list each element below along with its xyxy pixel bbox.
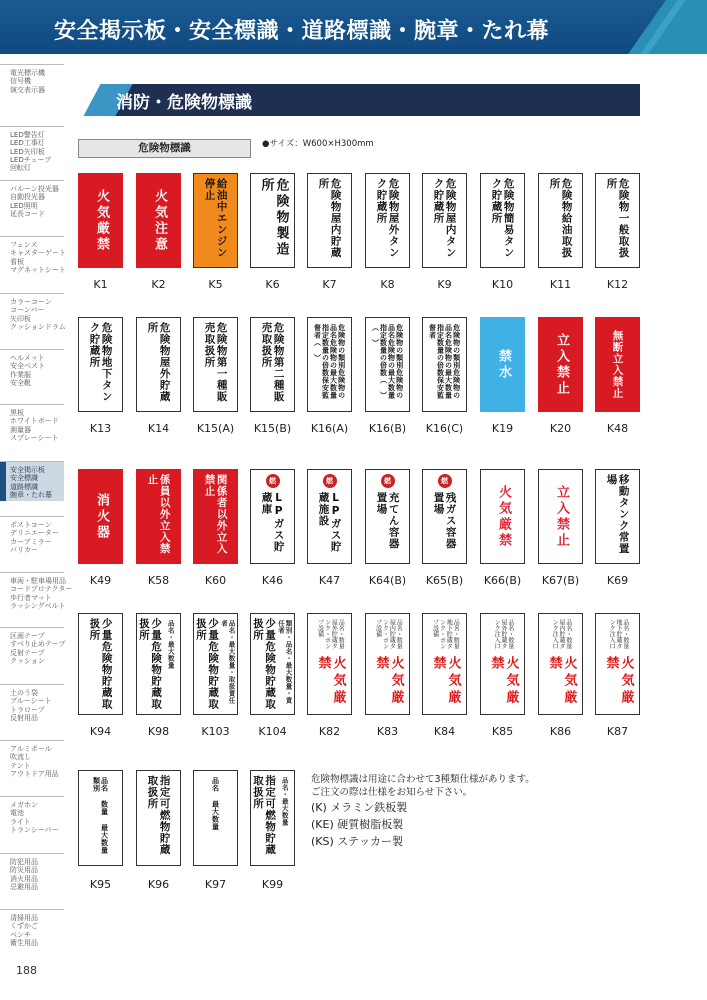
- sign-code: K15(A): [196, 422, 235, 435]
- sidebar-group[interactable]: [0, 461, 64, 501]
- sign-k16b: [365, 317, 410, 412]
- sidebar-item-label: LED照明: [10, 201, 38, 210]
- sign-k15b: [250, 317, 295, 412]
- sign-text: 指定可燃物貯蔵取扱所: [252, 775, 277, 856]
- sign-text: 危険物一般取扱所: [605, 178, 630, 259]
- sign-k99: [250, 770, 295, 866]
- sidebar-item-label: LEDチューブ: [10, 155, 52, 164]
- sign-k2: [136, 173, 181, 268]
- sign-code: K19: [491, 422, 514, 435]
- sign-text: 立入禁止: [553, 484, 569, 549]
- sidebar-item-label: ラッシングベルト: [10, 601, 66, 610]
- sidebar-item-label: 吹流し: [10, 753, 31, 762]
- sidebar-item-label: 衛生用品: [10, 938, 38, 947]
- sign-subtext: 品名・最大数量: [280, 777, 289, 826]
- sign-text: 移動タンク常置場: [605, 474, 630, 555]
- sidebar-item-label: トランシーバー: [10, 825, 59, 834]
- sidebar-group[interactable]: [0, 572, 73, 612]
- sign-k49: [78, 469, 123, 564]
- sidebar-item-label: すべり止めテープ: [10, 640, 66, 649]
- sidebar-item-label: 延長コード: [10, 209, 45, 218]
- sidebar-group[interactable]: [0, 64, 64, 104]
- sign-text: 危険物給油取扱所: [548, 178, 573, 259]
- flammable-mark-icon: 燃: [266, 474, 280, 488]
- sign-text: 危険物の類別危険物の品名危険物の最大数量指定数量の倍数（ ）（ ）: [371, 324, 404, 399]
- sign-text: 危険物屋内タンク貯蔵所: [432, 178, 457, 259]
- sign-code: K87: [606, 725, 629, 738]
- sidebar-item-label: 区画テープ: [10, 632, 45, 640]
- sign-k87: [595, 613, 640, 715]
- sidebar-item-label: 自動投光器: [10, 193, 45, 202]
- sidebar-group[interactable]: [0, 180, 64, 220]
- sign-text: 残ガス容器置場: [432, 492, 457, 550]
- flammable-mark-icon: 燃: [323, 474, 337, 488]
- sign-code: K5: [208, 278, 223, 291]
- header-title: 安全掲示板・安全標識・道路標識・腕章・たれ幕: [54, 19, 550, 44]
- sidebar-item-label: 電池: [10, 809, 24, 818]
- sidebar-item-label: 演交表示器: [10, 85, 45, 94]
- sign-k13: [78, 317, 123, 412]
- sidebar-group[interactable]: [0, 796, 64, 840]
- sign-text: 関係者以外立入禁止: [203, 474, 228, 555]
- sign-text: 危険物屋外貯蔵所: [146, 322, 171, 403]
- sign-text: 危険物屋外タンク貯蔵所: [375, 178, 400, 259]
- sign-k46: [250, 469, 295, 564]
- sign-code: K49: [89, 574, 112, 587]
- sidebar-group[interactable]: [0, 740, 64, 784]
- sign-code: K95: [89, 878, 112, 891]
- sign-text: 立入禁止: [553, 332, 569, 397]
- sign-k14: [136, 317, 181, 412]
- sign-subtext: 品名 数量 最大数量 類別: [92, 777, 109, 854]
- sidebar-item-label: 反射テープ: [10, 648, 45, 657]
- sign-k83: [365, 613, 410, 715]
- sidebar-item-label: メガホン: [10, 801, 38, 809]
- sign-code: K97: [204, 878, 227, 891]
- sign-subtext: 品名 最大数量: [211, 777, 220, 831]
- sign-code: K47: [318, 574, 341, 587]
- sidebar-group[interactable]: [0, 126, 64, 173]
- sign-k12: [595, 173, 640, 268]
- sign-text: 火気厳禁: [430, 656, 461, 707]
- flammable-mark-icon: 燃: [438, 474, 452, 488]
- sign-text: 危険物地下タンク貯蔵所: [88, 322, 113, 403]
- sign-k95: [78, 770, 123, 866]
- sign-text: 火気厳禁: [488, 656, 519, 707]
- sign-k96: [136, 770, 181, 866]
- sign-code: K98: [147, 725, 170, 738]
- sidebar-item-label: トラロープ: [10, 705, 45, 714]
- sign-code: K84: [433, 725, 456, 738]
- sidebar-item-label: コーンバー: [10, 306, 45, 315]
- sidebar-item-label: クッション: [10, 656, 45, 665]
- sidebar-item-label: くずかご: [10, 922, 38, 931]
- header-stripe: [628, 0, 707, 54]
- sign-text: 危険物第二種販売取扱所: [260, 322, 285, 403]
- sign-k103: [193, 613, 238, 715]
- sidebar-index: [0, 54, 73, 949]
- sidebar-item-label: ヘルメット: [10, 354, 45, 362]
- sign-code: K85: [491, 725, 514, 738]
- sidebar-item-label: ベンチ: [10, 930, 31, 939]
- sign-code: K58: [147, 574, 170, 587]
- sign-text: 危険物簡易タンク貯蔵所: [490, 178, 515, 259]
- sign-code: K96: [147, 878, 170, 891]
- sign-subtext: 品名・数量 地下貯蔵タンク注入口: [608, 619, 629, 649]
- sign-subtext: 品名・数量 屋内貯蔵タンク注入口: [551, 619, 572, 649]
- sign-code: K66(B): [483, 574, 522, 587]
- sidebar-item-label: アルミポール: [10, 745, 52, 753]
- sign-text: 火気注意: [151, 188, 167, 253]
- sign-text: 指定可燃物貯蔵取扱所: [146, 775, 171, 856]
- sign-text: 少量危険物貯蔵取扱所: [88, 618, 113, 710]
- sidebar-item-label: カーブミラー: [10, 537, 52, 546]
- sign-subtext: 品名・数量 屋外貯蔵タンク・ポンプ設備: [316, 619, 345, 649]
- sign-text: 危険物製造所: [258, 178, 289, 258]
- spec-notes: [311, 773, 535, 850]
- sign-code: K65(B): [425, 574, 464, 587]
- sidebar-group[interactable]: [0, 236, 64, 280]
- sidebar-group[interactable]: [0, 627, 64, 671]
- sidebar-group[interactable]: [0, 909, 64, 949]
- sign-text: 火気厳禁: [373, 656, 404, 707]
- sign-subtext: 品名・数量 地下貯蔵タンク・ポンプ設備: [431, 619, 460, 649]
- sign-code: K15(B): [253, 422, 292, 435]
- sign-k7: [307, 173, 352, 268]
- sidebar-item-label: スプレーシート: [10, 433, 59, 442]
- sign-k1: [78, 173, 123, 268]
- sidebar-group[interactable]: [0, 684, 64, 724]
- sign-code: K82: [318, 725, 341, 738]
- sign-code: K9: [437, 278, 452, 291]
- sign-code: K16(B): [368, 422, 407, 435]
- sign-k19: [480, 317, 525, 412]
- category-label: 危険物標識: [78, 139, 251, 158]
- sign-code: K94: [89, 725, 112, 738]
- sign-k10: [480, 173, 525, 268]
- sign-code: K14: [147, 422, 170, 435]
- sign-text: 火気厳禁: [495, 484, 511, 549]
- sign-k11: [538, 173, 583, 268]
- sidebar-item-label: 安全標識: [10, 474, 38, 483]
- sidebar-item-label: 安全掲示板: [10, 466, 45, 474]
- sidebar-item-label: 安全ベスト: [10, 362, 45, 371]
- sign-code: K8: [380, 278, 395, 291]
- sign-subtext: 品名・数量 屋内貯蔵タンク・ポンプ設備: [374, 619, 403, 649]
- sign-code: K60: [204, 574, 227, 587]
- sidebar-item-label: 腕章・たれ幕: [10, 490, 52, 499]
- sidebar-group[interactable]: [0, 853, 64, 893]
- sign-code: K2: [151, 278, 166, 291]
- sign-k20: [538, 317, 583, 412]
- sidebar-item-label: 車両・駐車場用品: [10, 577, 66, 585]
- sidebar-item-label: LED警告灯: [10, 131, 45, 139]
- sign-text: 危険物の類別危険物の品名危険物の最大数量指定数量の倍数保安監督者: [428, 324, 461, 399]
- sidebar-item-label: ホワイトボード: [10, 417, 59, 426]
- sidebar-item-label: バリカー: [10, 545, 38, 554]
- notes-line-2: ご注文の際は仕様をお知らせ下さい。: [311, 787, 473, 798]
- sign-text: LPガス貯蔵庫: [260, 492, 285, 553]
- sidebar-item-label: LED矢印板: [10, 147, 45, 156]
- notes-option: (K) メラミン鉄板製: [311, 801, 408, 814]
- sign-code: K6: [265, 278, 280, 291]
- sign-code: K86: [549, 725, 572, 738]
- sidebar-item-label: アウトドア用品: [10, 769, 59, 778]
- sign-code: K10: [491, 278, 514, 291]
- sign-k5: [193, 173, 238, 268]
- sign-code: K69: [606, 574, 629, 587]
- notes-option: (KE) 硬質樹脂板製: [311, 818, 404, 831]
- sign-k69: [595, 469, 640, 564]
- sign-text: 消火器: [93, 492, 109, 541]
- sign-code: K103: [201, 725, 230, 738]
- sign-k94: [78, 613, 123, 715]
- sign-text: 少量危険物貯蔵取扱所: [195, 618, 220, 710]
- sign-code: K7: [322, 278, 337, 291]
- sign-code: K20: [549, 422, 572, 435]
- sidebar-item-label: コードプロテクター: [10, 585, 73, 594]
- sidebar-item-label: 土のう袋: [10, 689, 38, 697]
- section-title: 消防・危険物標識: [116, 93, 252, 113]
- sidebar-item-label: 歩行者マット: [10, 593, 52, 602]
- sidebar-item-label: 電光標示機: [10, 69, 45, 77]
- sign-code: K12: [606, 278, 629, 291]
- sign-k84: [422, 613, 467, 715]
- sign-text: 危険物の類別危険物の品名危険物の最大数量指定数量の倍数保安監督者（ ）: [313, 324, 346, 399]
- sign-k9: [422, 173, 467, 268]
- sign-k104: [250, 613, 295, 715]
- sign-k6: [250, 173, 295, 268]
- sign-k48: [595, 317, 640, 412]
- sidebar-item-label: 看板: [10, 257, 24, 266]
- sign-k82: [307, 613, 352, 715]
- sign-k47: [307, 469, 352, 564]
- sidebar-item-label: 清掃用品: [10, 914, 38, 922]
- sidebar-item-label: デリニエーター: [10, 529, 59, 538]
- sidebar-item-label: 防災用品: [10, 866, 38, 875]
- sidebar-item-label: 反射用品: [10, 713, 38, 722]
- sidebar-item-label: 消火用品: [10, 874, 38, 883]
- sign-text: 充てん容器置場: [375, 492, 400, 550]
- sidebar-group[interactable]: [0, 404, 64, 444]
- sidebar-item-label: ブルーシート: [10, 697, 52, 706]
- sign-k86: [538, 613, 583, 715]
- sign-text: 危険物第一種販売取扱所: [203, 322, 228, 403]
- sidebar-item-label: ライト: [10, 817, 31, 826]
- sign-code: K67(B): [541, 574, 580, 587]
- sign-k16c: [422, 317, 467, 412]
- sign-text: 火気厳禁: [93, 188, 109, 253]
- sign-subtext: 品名・最大数量・取扱責任者: [220, 620, 236, 704]
- sign-text: 火気厳禁: [603, 656, 634, 707]
- size-note: ●サイズ：W600×H300mm: [262, 139, 374, 149]
- sign-k64b: [365, 469, 410, 564]
- sign-k65b: [422, 469, 467, 564]
- sign-k85: [480, 613, 525, 715]
- sidebar-item-label: 矢印板: [10, 314, 31, 323]
- sign-code: K16(C): [425, 422, 464, 435]
- sign-code: K46: [261, 574, 284, 587]
- notes-line-1: 危険物標識は用途に合わせて3種類仕様があります。: [311, 774, 535, 785]
- sign-code: K104: [258, 725, 287, 738]
- sign-k60: [193, 469, 238, 564]
- sign-text: 給油中エンジン停止: [203, 178, 228, 259]
- sidebar-group[interactable]: [0, 349, 64, 393]
- sidebar-group[interactable]: [0, 516, 64, 560]
- sign-subtext: 品名・数量 屋外貯蔵タンク注入口: [493, 619, 514, 649]
- sign-text: 係員以外立入禁止: [146, 474, 171, 555]
- sidebar-item-label: クッションドラム: [10, 322, 66, 331]
- sidebar-item-label: カラーコーン: [10, 298, 52, 306]
- sidebar-item-label: ポストコーン: [10, 521, 52, 529]
- sidebar-item-label: 防犯用品: [10, 858, 38, 866]
- sign-text: 禁水: [495, 348, 511, 381]
- sign-k66b: [480, 469, 525, 564]
- sign-k15a: [193, 317, 238, 412]
- sign-text: 少量危険物貯蔵取扱所: [138, 618, 163, 710]
- sign-k67b: [538, 469, 583, 564]
- sidebar-item-label: 道路標識: [10, 482, 38, 491]
- sign-k98: [136, 613, 181, 715]
- sidebar-item-label: 作業服: [10, 370, 31, 379]
- sign-code: K83: [376, 725, 399, 738]
- sidebar-item-label: マグネットシート: [10, 265, 66, 274]
- sign-code: K48: [606, 422, 629, 435]
- sign-code: K13: [89, 422, 112, 435]
- sidebar-item-label: 黒板: [10, 409, 24, 417]
- sidebar-item-label: フェンス: [10, 241, 38, 249]
- sidebar-item-label: バルーン投光器: [10, 185, 59, 193]
- sign-subtext: 類別・品名・最大数量・責任者: [277, 620, 293, 704]
- page-number: 188: [16, 964, 37, 977]
- sign-code: K64(B): [368, 574, 407, 587]
- sidebar-item-label: テント: [10, 761, 31, 770]
- sign-code: K99: [261, 878, 284, 891]
- sidebar-item-label: 安全靴: [10, 378, 31, 387]
- sign-text: 無断立入禁止: [611, 330, 624, 399]
- notes-option: (KS) ステッカー製: [311, 835, 404, 848]
- sign-k58: [136, 469, 181, 564]
- sidebar-group[interactable]: [0, 293, 64, 333]
- sign-text: 火気厳禁: [546, 656, 577, 707]
- sidebar-item-label: 測量器: [10, 425, 31, 434]
- sign-code: K16(A): [310, 422, 349, 435]
- sidebar-item-label: キャスターゲート: [10, 249, 66, 258]
- sign-text: 少量危険物貯蔵取扱所: [252, 618, 277, 710]
- sign-k8: [365, 173, 410, 268]
- sidebar-item-label: LED工事灯: [10, 139, 45, 148]
- flammable-mark-icon: 燃: [381, 474, 395, 488]
- page-header: [0, 0, 707, 54]
- sign-code: K1: [93, 278, 108, 291]
- sign-k16a: [307, 317, 352, 412]
- sign-text: LPガス貯蔵施設: [317, 492, 342, 553]
- sign-text: 危険物屋内貯蔵所: [317, 178, 342, 259]
- sign-k97: [193, 770, 238, 866]
- sidebar-item-label: 信号機: [10, 77, 31, 86]
- sign-text: 火気厳禁: [315, 656, 346, 707]
- sign-code: K11: [549, 278, 572, 291]
- sidebar-item-label: 忌避用品: [10, 882, 38, 891]
- sidebar-item-label: 回転灯: [10, 164, 31, 173]
- sign-subtext: 品名・最大数量: [166, 620, 175, 669]
